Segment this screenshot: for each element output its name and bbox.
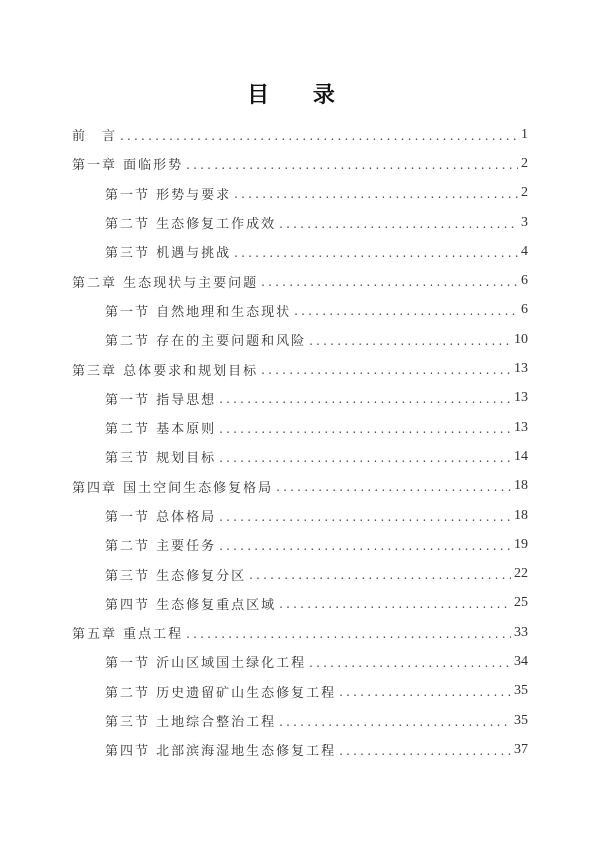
toc-entry-section[interactable] (72, 677, 528, 706)
toc-entry-section[interactable] (72, 413, 528, 442)
toc-entry-label: 第一节 形势与要求 (105, 187, 232, 203)
toc-page-number: 35 (514, 712, 528, 728)
toc-page-number: 13 (514, 390, 528, 406)
toc-entry-label: 第四章 国土空间生态修复格局 (72, 480, 274, 496)
toc-page-number: 10 (514, 331, 528, 347)
dot-leader (120, 129, 518, 143)
dot-leader (234, 246, 518, 260)
toc-entry-section[interactable] (72, 237, 528, 266)
dot-leader (261, 363, 511, 377)
dot-leader (294, 304, 518, 318)
toc-entry-section[interactable] (72, 208, 528, 237)
toc-entry-label: 第一节 沂山区域国土绿化工程 (105, 656, 307, 672)
toc-page-number: 14 (514, 448, 528, 464)
page-title: 目 录 (247, 82, 353, 108)
toc-entry-section[interactable] (72, 735, 528, 764)
toc-page-number: 1 (521, 126, 528, 142)
dot-leader (339, 685, 511, 699)
toc-entry-label: 第四节 生态修复重点区域 (105, 597, 277, 613)
toc-page-number: 6 (521, 273, 528, 289)
toc-page-number: 19 (514, 536, 528, 552)
toc-page-number: 18 (514, 478, 528, 494)
toc-page-number: 33 (514, 624, 528, 640)
toc-entry-label: 第一节 自然地理和生态现状 (105, 304, 292, 320)
toc-entry-section[interactable] (72, 530, 528, 559)
dot-leader (279, 715, 511, 729)
toc-entry-label: 第三章 总体要求和规划目标 (72, 363, 259, 379)
toc-entry-section[interactable] (72, 384, 528, 413)
toc-page-number: 35 (514, 683, 528, 699)
toc-entry-label: 第一节 总体格局 (105, 510, 217, 525)
toc-entry-chapter-5[interactable] (72, 618, 528, 647)
toc-entry-label: 第二章 生态现状与主要问题 (72, 275, 259, 291)
toc-entry-label: 第二节 存在的主要问题和风险 (105, 334, 307, 350)
toc-entry-label: 第一章 面临形势 (72, 158, 184, 174)
toc-page-number: 3 (521, 214, 528, 230)
toc-entry-section[interactable] (72, 559, 528, 588)
toc-entry-label: 第四节 北部滨海湿地生态修复工程 (105, 744, 337, 760)
toc-page-number: 25 (514, 595, 528, 611)
toc-entry-label: 第二节 生态修复工作成效 (105, 217, 277, 233)
dot-leader (186, 627, 511, 641)
toc-page-number: 34 (514, 653, 528, 669)
toc-entry-section[interactable] (72, 325, 528, 354)
dot-leader (309, 334, 511, 348)
toc-entry-chapter-1[interactable] (72, 149, 528, 178)
toc-entry-label: 第三节 生态修复分区 (105, 568, 247, 584)
toc-entry-label: 第二节 历史遗留矿山生态修复工程 (105, 685, 337, 701)
toc-entry-label: 第二节 主要任务 (105, 539, 217, 555)
toc-page-number: 6 (521, 302, 528, 318)
toc-entry-chapter-2[interactable] (72, 266, 528, 295)
dot-leader (279, 597, 511, 611)
toc-page-number: 13 (514, 419, 528, 435)
toc-entry-chapter-4[interactable] (72, 472, 528, 501)
toc-entry-section[interactable] (72, 296, 528, 325)
toc-entry-section[interactable] (72, 706, 528, 735)
dot-leader (219, 422, 511, 436)
toc-entry-label: 第三节 土地综合整治工程 (105, 715, 277, 731)
toc-entry-section[interactable] (72, 647, 528, 676)
toc-entry-label: 第二节 基本原则 (105, 422, 217, 438)
toc-entry-section[interactable] (72, 179, 528, 208)
dot-leader (339, 744, 511, 758)
dot-leader (219, 392, 511, 406)
toc-entry-chapter-3[interactable] (72, 354, 528, 383)
dot-leader (186, 158, 518, 172)
toc-page-number: 2 (521, 155, 528, 171)
dot-leader (276, 480, 511, 494)
dot-leader (261, 275, 518, 289)
dot-leader (219, 539, 511, 553)
dot-leader (309, 656, 511, 670)
toc-page-number: 13 (514, 361, 528, 377)
toc-entry-label: 第五章 重点工程 (72, 627, 184, 643)
dot-leader (249, 568, 511, 582)
toc-page-number: 37 (514, 741, 528, 757)
toc-page-number: 22 (514, 566, 528, 582)
toc-entry-label: 前 言 (72, 129, 118, 145)
toc-entry-label: 第三节 规划目标 (105, 451, 217, 467)
toc-page-number: 18 (514, 507, 528, 523)
toc-entry-label: 第三节 机遇与挑战 (105, 246, 232, 262)
toc-entry-section[interactable] (72, 589, 528, 618)
toc-entry-label: 第一节 指导思想 (105, 392, 217, 408)
dot-leader (279, 217, 518, 231)
toc-page-number: 2 (521, 185, 528, 201)
toc-entry-preface[interactable] (72, 120, 528, 149)
table-of-contents (72, 120, 528, 765)
dot-leader (219, 451, 511, 465)
toc-page-number: 4 (521, 243, 528, 259)
dot-leader (234, 187, 518, 201)
toc-entry-section[interactable] (72, 442, 528, 471)
dot-leader (219, 510, 511, 524)
toc-entry-section[interactable] (72, 501, 528, 530)
